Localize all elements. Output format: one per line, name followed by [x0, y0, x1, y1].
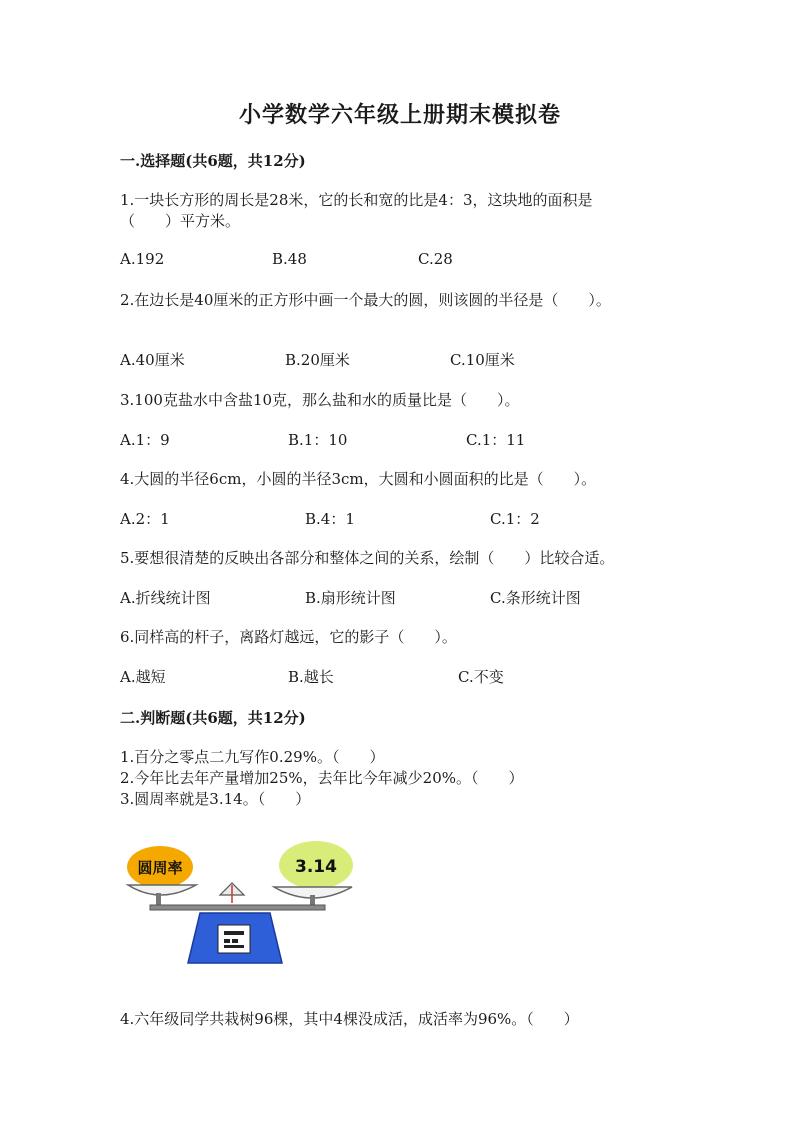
scale-beam	[150, 905, 325, 910]
right-plate-label: 3.14	[295, 857, 337, 877]
balance-scale-figure	[120, 835, 370, 970]
judgement-item-2: 2.今年比去年产量增加25%，去年比今年减少20%。（ ）	[120, 769, 524, 787]
scale-display-mark	[224, 939, 230, 943]
question-3-option-b: B.1：10	[288, 431, 348, 449]
question-6-option-c: C.不变	[458, 668, 504, 686]
balance-scale-illustration	[120, 835, 370, 970]
question-1-option-b: B.48	[272, 250, 307, 268]
question-5-line-1: 5.要想很清楚的反映出各部分和整体之间的关系，绘制（ ）比较合适。	[120, 549, 615, 567]
question-3-option-a: A.1：9	[120, 431, 170, 449]
question-3-line-1: 3.100克盐水中含盐10克，那么盐和水的质量比是（ ）。	[120, 391, 520, 409]
judgement-item-4: 4.六年级同学共栽树96棵，其中4棵没成活，成活率为96%。（ ）	[120, 1010, 579, 1028]
page-title: 小学数学六年级上册期末模拟卷	[238, 102, 561, 128]
judgement-item-1: 1.百分之零点二九写作0.29%。（ ）	[120, 748, 385, 766]
question-4-line-1: 4.大圆的半径6cm，小圆的半径3cm，大圆和小圆面积的比是（ ）。	[120, 470, 597, 488]
scale-display-mark	[224, 931, 244, 935]
question-2-line-1: 2.在边长是40厘米的正方形中画一个最大的圆，则该圆的半径是（ ）。	[120, 291, 611, 309]
scale-display-mark	[232, 939, 238, 943]
question-1-option-c: C.28	[418, 250, 453, 268]
question-1-line-2: （ ）平方米。	[120, 212, 241, 230]
question-5-option-c: C.条形统计图	[490, 589, 581, 607]
question-4-option-b: B.4：1	[305, 510, 355, 528]
section-heading-judgement: 二.判断题(共6题，共12分)	[120, 709, 306, 727]
question-2-option-c: C.10厘米	[450, 351, 515, 369]
question-5-option-b: B.扇形统计图	[305, 589, 396, 607]
section-heading-choice: 一.选择题(共6题，共12分)	[120, 152, 306, 170]
question-1-line-1: 1.一块长方形的周长是28米，它的长和宽的比是4：3，这块地的面积是	[120, 191, 593, 209]
question-2-option-b: B.20厘米	[285, 351, 350, 369]
question-6-option-b: B.越长	[288, 668, 334, 686]
question-2-option-a: A.40厘米	[120, 351, 185, 369]
question-5-option-a: A.折线统计图	[120, 589, 211, 607]
question-1-option-a: A.192	[120, 250, 165, 268]
question-6-line-1: 6.同样高的杆子，离路灯越远，它的影子（ ）。	[120, 628, 457, 646]
scale-display-mark	[224, 945, 244, 948]
left-pan	[128, 885, 196, 895]
judgement-item-3: 3.圆周率就是3.14。（ ）	[120, 790, 311, 808]
left-plate-label: 圆周率	[137, 859, 183, 877]
question-6-option-a: A.越短	[120, 668, 166, 686]
question-4-option-c: C.1：2	[490, 510, 540, 528]
question-3-option-c: C.1：11	[466, 431, 526, 449]
question-4-option-a: A.2：1	[120, 510, 170, 528]
